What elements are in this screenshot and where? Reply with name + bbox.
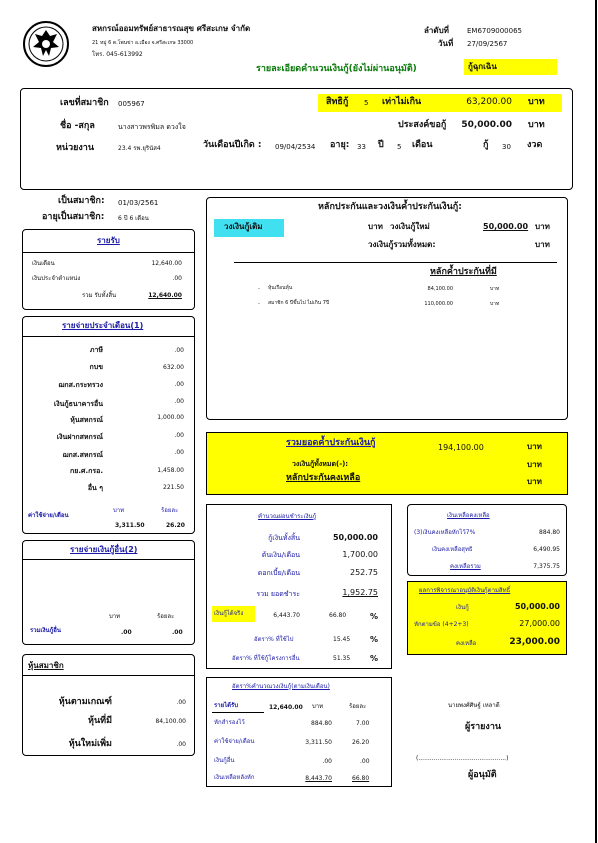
approver-signature-line: (..............................................) — [416, 755, 509, 762]
other-loan-expense-title: รายจ่ายเงินกู้อื่น(2) — [70, 545, 138, 554]
baht-header: บาท — [312, 703, 324, 710]
baht-unit: บาท — [527, 442, 542, 451]
year-unit: ปี — [378, 140, 384, 150]
reporter-title: ผู้รายงาน — [465, 722, 502, 732]
remaining-title: เงินเหลือคงเหลือ — [447, 512, 490, 519]
monthly-expense-total-label: ค่าใช้จ่าย/เดือน — [28, 512, 69, 519]
org-address: 21 หมู่ 6 ต.โพนข่า อ.เมือง จ.ศรีสะเกษ 33000 — [92, 40, 194, 46]
shares-held-label: หุ้นที่มี — [88, 716, 112, 726]
member-duration: 6 ปี 6 เดือน — [118, 215, 149, 222]
dob: 09/04/2534 — [275, 143, 316, 151]
divider — [23, 336, 194, 337]
rate-expense-percent: 26.20 — [352, 739, 370, 746]
calc-interest-monthly-label: ดอกเบี้ย/เดือน — [257, 569, 300, 577]
member-id: 005967 — [118, 100, 145, 108]
member-unit-label: หน่วยงาน — [56, 143, 95, 153]
income-salary: 12,640.00 — [151, 260, 182, 267]
collateral-item-bullet: - — [258, 286, 260, 292]
income-position-label: เงินประจำตำแหน่ง — [32, 275, 81, 282]
rate-other-loan-label: เงินกู้อื่น — [214, 757, 235, 764]
expense-ministry-fund: .00 — [174, 381, 184, 388]
rate-other-loan: .00 — [322, 758, 332, 765]
calc-principal-monthly: 1,700.00 — [342, 550, 378, 559]
other-loan-total: .00 — [121, 629, 132, 636]
member-since: 01/03/2561 — [118, 199, 159, 207]
expense-gpf-label: กบข — [89, 363, 103, 371]
divider — [23, 252, 194, 253]
remaining-reserve: 884.80 — [539, 529, 560, 536]
expense-bank-loan: .00 — [174, 398, 184, 405]
collateral-item-value: 84,100.00 — [427, 286, 453, 292]
remaining-net-label: เงินคงเหลือสุทธิ — [432, 546, 473, 553]
member-unit: 23.4 รพ.ยุรินัส4 — [118, 145, 161, 152]
rate-other-label: อัตรา% ที่ใช้กู้โครงการอื่น — [232, 655, 300, 662]
reporter-name: นายพงศ์ศิษฐ์ เหลาดี — [448, 702, 500, 709]
income-title: รายรับ — [97, 236, 120, 245]
shares-required: .00 — [176, 699, 186, 706]
calc-principal: 50,000.00 — [332, 533, 378, 542]
income-total: 12,640.00 — [148, 292, 182, 299]
collateral-item-bullet: - — [258, 301, 260, 307]
loan-periods-label: กู้ — [483, 140, 489, 150]
baht-unit: บาท — [528, 97, 545, 107]
approval-loan: 50,000.00 — [514, 602, 560, 611]
income-salary-label: เงินเดือน — [32, 260, 55, 267]
calc-principal-monthly-label: ต้นเงิน/เดือน — [261, 551, 300, 559]
collateral-item-label: หุ้นเรือนหุ้น — [268, 285, 293, 291]
actual-loan-label: เงินกู้ได้จริง — [214, 610, 244, 617]
approval-deduct: 27,000.00 — [519, 619, 560, 628]
other-loan-percent: .00 — [172, 629, 183, 636]
calc-principal-label: กู้เงินทั้งสิ้น — [268, 534, 300, 542]
collateral-item-unit: บาท — [490, 286, 500, 292]
right-label: สิทธิกู้ — [326, 97, 349, 107]
remaining-net: 6,490.95 — [533, 546, 560, 553]
remaining-reserve-label: (3)เงินคงเหลือหักไว้7% — [414, 529, 476, 536]
month-unit: เดือน — [412, 140, 433, 150]
collateral-item-unit: บาท — [490, 301, 500, 307]
expense-student-loan-label: กย.ศ.กรอ. — [70, 467, 103, 475]
collateral-item-label: สมาชิก 6 ปีขึ้นไป ไม่เกิน 7ปี — [268, 300, 330, 306]
percent-header: ร้อยละ — [161, 507, 179, 514]
org-phone: โทร. 045-613992 — [92, 51, 143, 58]
baht-unit: บาท — [528, 120, 545, 130]
other-loan-total-label: รวมเงินกู้อื่น — [30, 627, 61, 634]
rate-table-title: อัตรา%คำนวณวงเงินกู้(ตามเงินเดือน) — [232, 683, 330, 690]
date-label: วันที่ — [438, 39, 454, 48]
age-months: 5 — [397, 143, 402, 151]
expense-student-loan: 1,458.00 — [157, 467, 184, 474]
rate-reserve-label: หักสำรองไว้ — [214, 719, 245, 726]
page-border-right — [595, 0, 597, 843]
expense-coop-fund: .00 — [174, 449, 184, 456]
divider — [234, 262, 557, 263]
period-unit: งวด — [527, 140, 543, 150]
shares-required-label: หุ้นตามเกณฑ์ — [58, 697, 112, 707]
expense-bank-loan-label: เงินกู้ธนาคารอื่น — [53, 400, 103, 408]
collateral-have-title: หลักค้ำประกันที่มี — [430, 267, 497, 277]
shares-held: 84,100.00 — [155, 718, 186, 725]
org-logo — [22, 20, 70, 68]
remaining-total: 7,375.75 — [533, 563, 560, 570]
baht-unit: บาท — [535, 222, 550, 231]
baht-unit: บาท — [368, 222, 383, 231]
monthly-expense-total: 3,311.50 — [115, 522, 145, 529]
expense-other-label: อื่น ๆ — [87, 484, 103, 492]
income-total-label: รวม รับทั้งสิ้น — [82, 292, 117, 299]
collateral-sum-label: รวมยอดค้ำประกันเงินกู้ — [286, 438, 376, 448]
baht-unit: บาท — [527, 477, 542, 486]
collateral-summary-box — [206, 432, 568, 495]
actual-loan: 6,443.70 — [273, 612, 300, 619]
member-name: นางสาวพรพิมล ดวงใจ — [118, 123, 186, 131]
divider — [23, 559, 194, 560]
approval-deduct-label: หักตามข้อ (4+2+3) — [414, 621, 469, 628]
rate-expense: 3,311.50 — [305, 739, 332, 746]
rate-used: 15.45 — [333, 636, 351, 643]
monthly-expense-percent: 26.20 — [166, 522, 185, 529]
rate-table-box — [206, 677, 392, 787]
expense-tax-label: ภาษี — [89, 346, 103, 354]
approver-title: ผู้อนุมัติ — [468, 770, 497, 780]
since-label: เป็นสมาชิก: — [58, 196, 105, 206]
rate-expense-label: ค่าใช้จ่าย/เดือน — [214, 738, 255, 745]
member-id-label: เลขที่สมาชิก — [60, 98, 109, 108]
expense-gpf: 632.00 — [163, 364, 184, 371]
rate-income-label: รายได้รับ — [214, 702, 239, 709]
seq-label: ลำดับที่ — [424, 26, 449, 35]
rate-remaining-label: เงินเหลือหลังหัก — [214, 774, 255, 781]
percent-header: ร้อยละ — [349, 703, 367, 710]
total-loan-label: วงเงินกู้รวมทั้งหมด: — [368, 240, 436, 249]
baht-unit: บาท — [535, 240, 550, 249]
loan-calculation-title: คำนวณผ่อนชำระเงินกู้ — [258, 513, 317, 520]
not-exceed-label: เท่าไม่เกิน — [382, 97, 422, 107]
loan-calculation-box — [206, 504, 392, 669]
rate-other: 51.35 — [333, 655, 351, 662]
age-years: 33 — [357, 143, 366, 151]
calc-total-payment-label: รวม ยอดชำระ — [256, 590, 300, 598]
rate-other-loan-percent: .00 — [360, 758, 370, 765]
age-label: อายุ: — [330, 140, 350, 150]
baht-unit: บาท — [527, 460, 542, 469]
rate-remaining: 8,443.70 — [305, 775, 332, 782]
less-total-loan-label: วงเงินกู้ทั้งหมด(-): — [292, 460, 349, 468]
rate-income: 12,640.00 — [269, 704, 303, 711]
right-value: 5 — [364, 99, 369, 107]
expense-coop-fund-label: ฌกส.สหกรณ์ — [62, 451, 103, 459]
org-name: สหกรณ์ออมทรัพย์สาธารณสุข ศรีสะเกษ จำกัด — [92, 24, 251, 33]
doc-date: 27/09/2567 — [467, 40, 508, 48]
expense-coop-deposit: .00 — [174, 432, 184, 439]
expense-other: 221.50 — [163, 484, 184, 491]
rate-reserve: 884.80 — [311, 720, 332, 727]
shares-new-label: หุ้นใหม่เพิ่ม — [68, 739, 112, 749]
percent-sign: % — [370, 612, 379, 621]
member-name-label: ชื่อ -สกุล — [60, 121, 95, 131]
divider — [212, 712, 264, 713]
percent-sign: % — [370, 654, 379, 663]
want-amount: 50,000.00 — [461, 120, 512, 130]
calc-total-payment: 1,952.75 — [342, 588, 378, 597]
baht-header: บาท — [109, 613, 121, 620]
baht-header: บาท — [113, 507, 125, 514]
new-loan-label: วงเงินกู้ใหม่ — [390, 222, 430, 231]
want-label: ประสงค์ขอกู้ — [398, 120, 447, 130]
shares-new: .00 — [176, 741, 186, 748]
percent-header: ร้อยละ — [157, 613, 175, 620]
actual-loan-percent: 66.80 — [329, 612, 347, 619]
rate-remaining-percent: 66.80 — [352, 775, 370, 782]
expense-coop-shares-label: หุ้นสหกรณ์ — [70, 416, 103, 424]
remaining-total-label: คงเหลือรวม — [450, 563, 481, 570]
duration-label: อายุเป็นสมาชิก: — [42, 212, 105, 222]
calc-interest-monthly: 252.75 — [350, 568, 378, 577]
loan-type: กู้ฉุกเฉิน — [468, 62, 497, 71]
percent-sign: % — [370, 635, 379, 644]
expense-ministry-fund-label: ฌกส.กระทรวง — [58, 381, 103, 389]
rate-reserve-percent: 7.00 — [356, 720, 370, 727]
new-loan-amount: 50,000.00 — [483, 222, 529, 231]
collateral-sum: 194,100.00 — [438, 443, 484, 452]
old-loan-label: วงเงินกู้เดิม — [224, 222, 263, 231]
approval-remaining-label: คงเหลือ — [456, 640, 477, 647]
rate-used-label: อัตรา% ที่ใช้ไป — [254, 636, 294, 643]
collateral-item-value: 110,000.00 — [424, 301, 453, 307]
loan-periods: 30 — [502, 143, 511, 151]
approval-result-title: ผลการพิจารณาอนุมัติเงินกู้ตามสิทธิ์ — [419, 587, 511, 594]
expense-coop-deposit-label: เงินฝากสหกรณ์ — [56, 433, 103, 441]
monthly-expense-title: รายจ่ายประจำเดือน(1) — [62, 321, 144, 330]
dob-label: วันเดือนปีเกิด : — [203, 140, 262, 150]
page-title: รายละเอียดคำนวนเงินกู้(ยังไม่ผ่านอนุมัติ) — [256, 64, 417, 74]
approval-loan-label: เงินกู้ — [456, 604, 469, 611]
approval-remaining: 23,000.00 — [509, 637, 560, 647]
expense-coop-shares: 1,000.00 — [157, 414, 184, 421]
expense-tax: .00 — [174, 347, 184, 354]
collateral-remain-label: หลักประกันคงเหลือ — [286, 473, 361, 483]
divider — [23, 675, 194, 676]
max-amount: 63,200.00 — [466, 97, 512, 107]
collateral-title: หลักประกันและวงเงินค้ำประกันเงินกู้: — [318, 202, 462, 212]
shares-title: หุ้นสมาชิก — [28, 661, 64, 670]
income-position: .00 — [172, 275, 182, 282]
seq-number: EM6709000065 — [467, 27, 522, 35]
